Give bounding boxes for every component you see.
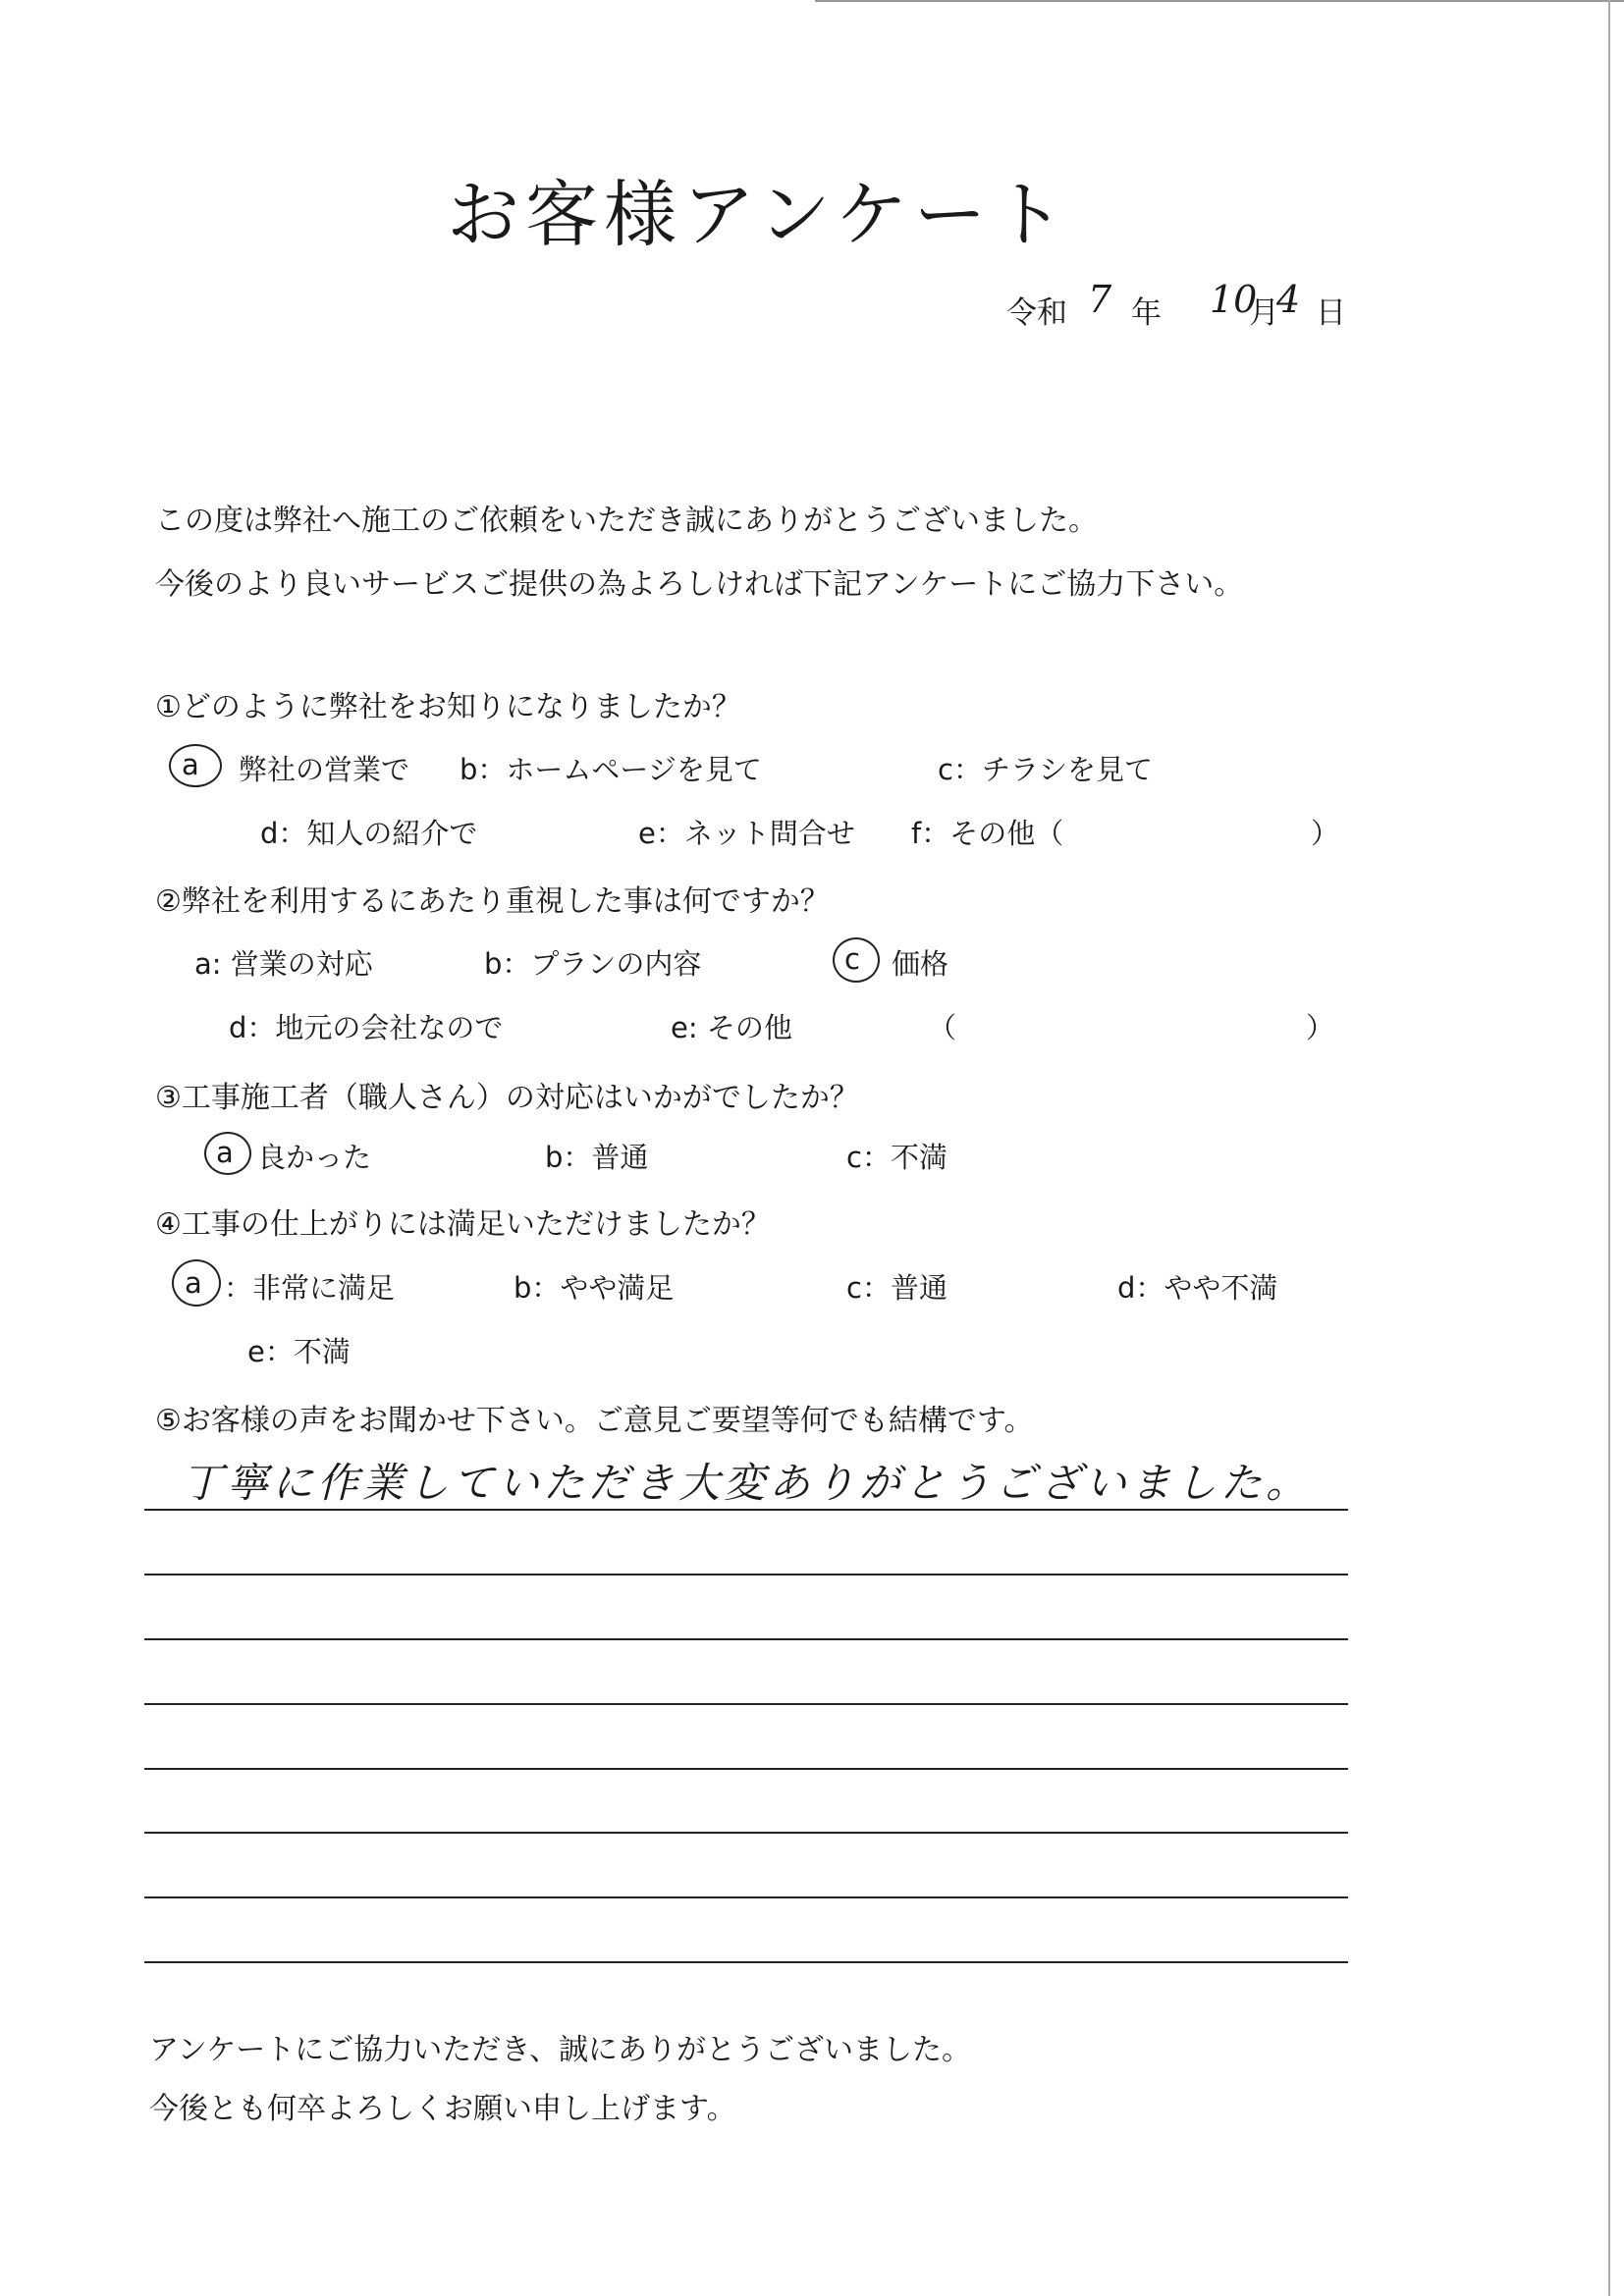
date-day: 4 (1276, 278, 1301, 321)
q1-option-f[interactable]: f：その他（ (911, 817, 1064, 850)
q3-option-a-key[interactable]: a (216, 1136, 234, 1169)
date-era: 令和 (1006, 295, 1067, 331)
q4-option-a[interactable]: ：非常に満足 (224, 1271, 396, 1305)
q1-option-d[interactable]: d：知人の紹介で (260, 817, 478, 850)
intro-line-1: この度は弊社へ施工のご依頼をいただき誠にありがとうございました。 (155, 504, 1098, 538)
q1-option-e[interactable]: e：ネット問合せ (638, 817, 855, 850)
answer-line-5 (144, 1768, 1348, 1770)
q2-open-paren: （ (928, 1011, 957, 1044)
page-title: お客様アンケート (447, 173, 1071, 257)
answer-line-6 (144, 1832, 1348, 1834)
answer-line-1 (144, 1509, 1348, 1511)
scan-edge-top (815, 0, 1624, 2)
q4-option-b[interactable]: b：やや満足 (514, 1271, 675, 1305)
q4-option-e[interactable]: e：不満 (247, 1335, 351, 1368)
date-month: 10 (1210, 278, 1258, 321)
date-month-unit: 月 (1249, 295, 1279, 331)
q4-option-c[interactable]: c：普通 (846, 1271, 947, 1305)
q2-option-c[interactable]: 価格 (892, 947, 949, 981)
answer-line-3 (144, 1638, 1348, 1640)
q2-option-a[interactable]: a: 営業の対応 (194, 947, 373, 981)
closing-line-1: アンケートにご協力いただき、誠にありがとうございました。 (149, 2033, 971, 2067)
handwritten-answer[interactable]: 丁寧に作業していただき大変ありがとうございました。 (182, 1459, 1312, 1507)
q3-option-a[interactable]: 良かった (257, 1141, 372, 1174)
q1-option-c[interactable]: c：チラシを見て (938, 753, 1153, 786)
question-2: ②弊社を利用するにあたり重視した事は何ですか？ (155, 884, 830, 919)
answer-line-8 (144, 1961, 1348, 1963)
answer-line-4 (144, 1703, 1348, 1705)
question-1: ①どのように弊社をお知りになりましたか？ (155, 690, 741, 724)
date-year: 7 (1088, 278, 1112, 321)
q3-option-c[interactable]: c：不満 (846, 1141, 947, 1174)
q2-close-paren: ） (1306, 1011, 1335, 1044)
intro-line-2: 今後のより良いサービスご提供の為よろしければ下記アンケートにご協力下さい。 (155, 567, 1244, 602)
q2-option-b[interactable]: b：プランの内容 (484, 947, 702, 981)
q3-option-b[interactable]: b：普通 (545, 1141, 649, 1174)
q1-option-a-key[interactable]: a (182, 748, 199, 781)
answer-line-7 (144, 1896, 1348, 1898)
closing-line-2: 今後とも何卒よろしくお願い申し上げます。 (149, 2092, 736, 2126)
q1-option-a[interactable]: 弊社の営業で (239, 753, 410, 786)
date-year-unit: 年 (1131, 295, 1162, 331)
q2-option-d[interactable]: d：地元の会社なので (229, 1011, 504, 1044)
answer-line-2 (144, 1574, 1348, 1575)
q1-close-paren: ） (1311, 817, 1340, 850)
q2-option-e[interactable]: e: その他 (671, 1011, 792, 1044)
scan-edge-right (1608, 0, 1610, 2296)
question-3: ③工事施工者（職人さん）の対応はいかがでしたか？ (155, 1081, 859, 1115)
date-day-unit: 日 (1316, 295, 1346, 331)
q4-option-d[interactable]: d：やや不満 (1117, 1271, 1278, 1305)
question-4: ④工事の仕上がりには満足いただけましたか？ (155, 1207, 771, 1242)
q1-option-b[interactable]: b：ホームページを見て (460, 753, 762, 786)
q4-option-a-key[interactable]: a (185, 1266, 202, 1300)
q2-option-c-key[interactable]: c (844, 942, 860, 976)
question-5: ⑤お客様の声をお聞かせ下さい。ご意見ご要望等何でも結構です。 (155, 1404, 1034, 1438)
